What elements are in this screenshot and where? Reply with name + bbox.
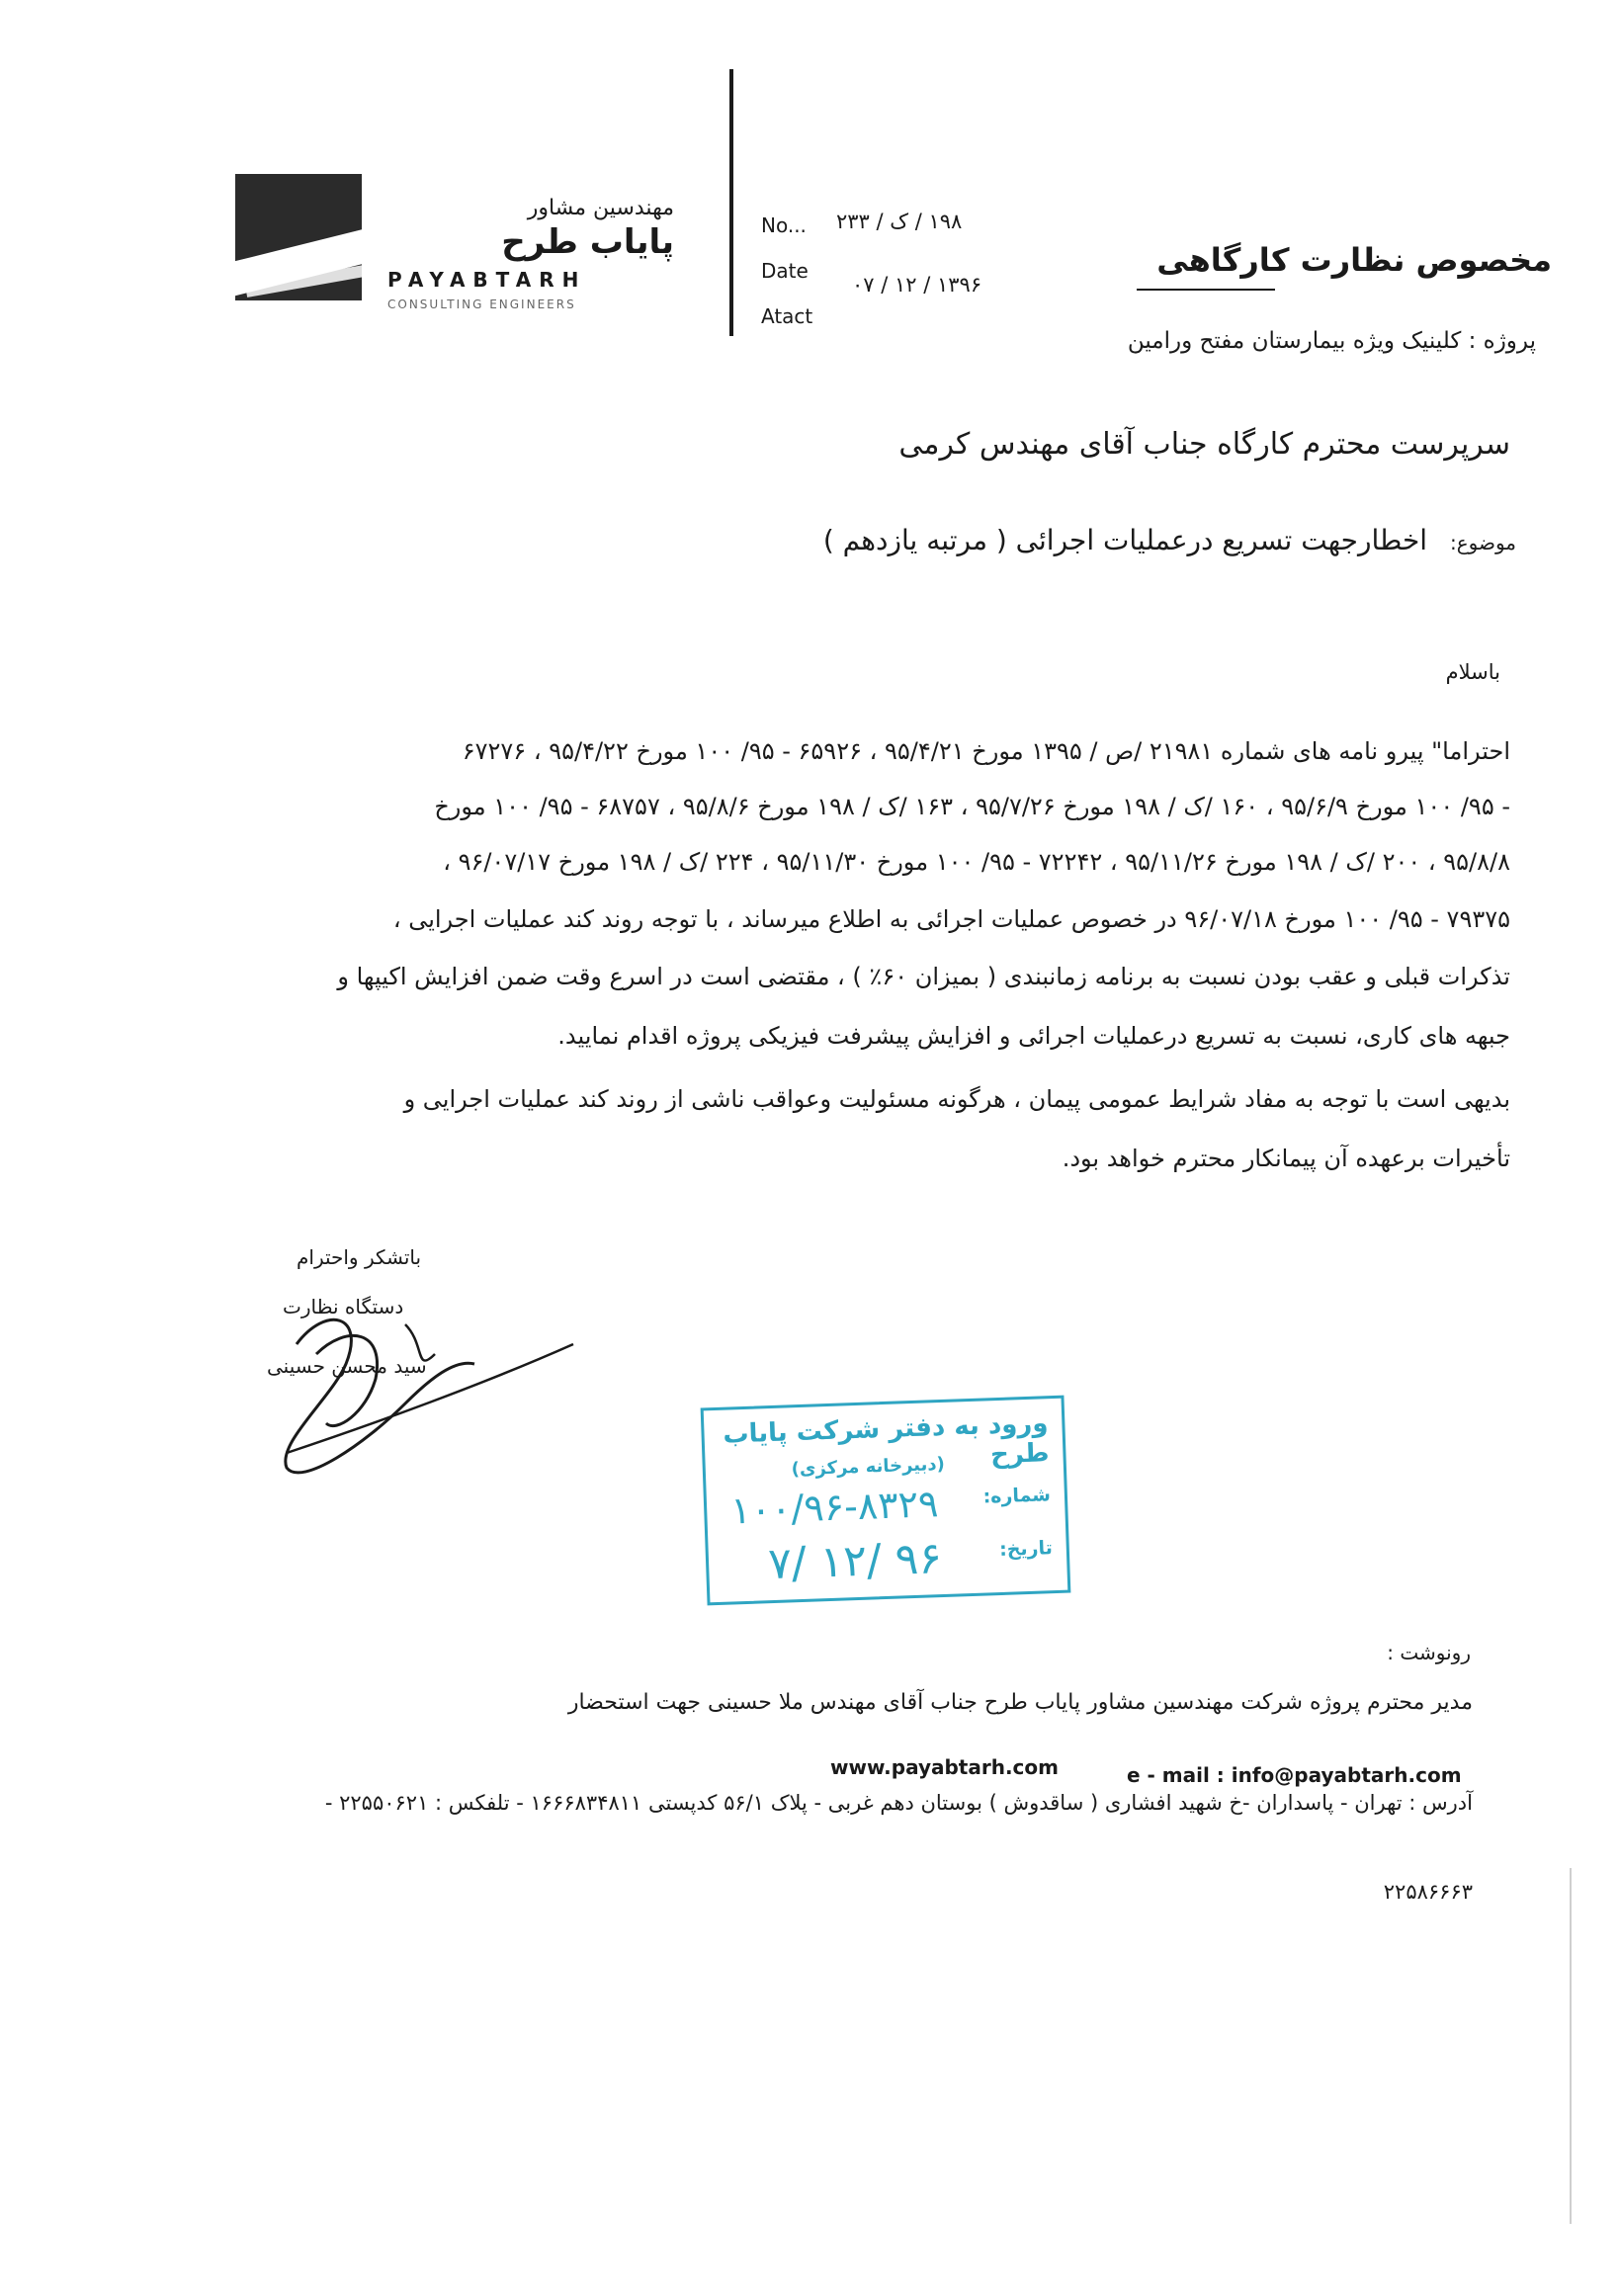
fax-number: ۲۲۵۸۶۶۶۳	[1383, 1880, 1473, 1904]
signer-name: سید محسن حسینی	[267, 1354, 427, 1378]
supervision-office: دستگاه نظارت	[283, 1295, 404, 1318]
stamp-number-label: شماره:	[982, 1484, 1052, 1508]
heading-underline	[1137, 289, 1275, 291]
company-name-fa: پایاب طرح	[501, 222, 674, 262]
letterhead-text	[387, 196, 684, 311]
stamp-date-label: تاریخ:	[998, 1537, 1054, 1562]
stamp-date-value: ۹۶ /۱۲ /۷	[767, 1533, 943, 1590]
receipt-stamp	[701, 1396, 1071, 1606]
subject-label: موضوع:	[1449, 531, 1516, 554]
closing-phrase: باتشکر واحترام	[297, 1245, 422, 1269]
body-line: بدیهی است با توجه به مفاد شرایط عمومی پیمان ، هرگونه مسئولیت وعواقب ناشی از روند کند عملیات اجرایی و	[403, 1085, 1510, 1113]
postal-address: آدرس : تهران - پاسداران -خ شهید افشاری ( ساقدوش ) بوستان دهم غربی - پلاک ۵۶/۱ کدپستی ۱۶۶۶۸۳۴۸۱۱ - تلفکس : ۲۲۵۵۰۶۲۱ -	[324, 1791, 1473, 1815]
body-line: ۷۹۳۷۵ - ۹۵/ ۱۰۰ مورخ ۹۶/۰۷/۱۸ در خصوص عملیات اجرائی به اطلاع میرساند ، با توجه روند کند عملیات اجرایی ،	[392, 905, 1510, 933]
subject-line	[823, 524, 1516, 556]
letter-number-label: No...	[761, 213, 807, 237]
letter-date-value: ۱۳۹۶ / ۱۲ / ۰۷	[852, 273, 982, 297]
email-address[interactable]: e - mail : info@payabtarh.com	[1127, 1763, 1462, 1787]
scan-edge-line	[1570, 1868, 1572, 2224]
website-link[interactable]: www.payabtarh.com	[830, 1755, 1059, 1779]
company-name-en: PAYABTARH	[387, 268, 587, 292]
cc-recipient: مدیر محترم پروژه شرکت مهندسین مشاور پایاب طرح جناب آقای مهندس ملا حسینی جهت استحضار	[567, 1690, 1473, 1715]
header-divider	[729, 69, 733, 336]
body-line: احتراما" پیرو نامه های شماره ۲۱۹۸۱ /ص / ۱۳۹۵ مورخ ۹۵/۴/۲۱ ، ۶۵۹۲۶ - ۹۵/ ۱۰۰ مورخ ۹۵/۴/۲۲ ، ۶۷۲۷۶	[462, 737, 1510, 765]
body-line: ۹۵/۸/۸ ، ۲۰۰ /ک / ۱۹۸ مورخ ۹۵/۱۱/۲۶ ، ۷۲۲۴۲ - ۹۵/ ۱۰۰ مورخ ۹۵/۱۱/۳۰ ، ۲۲۴ /ک / ۱۹۸ مورخ ۹۶/۰۷/۱۷ ،	[443, 848, 1510, 876]
body-line: جبهه های کاری، نسبت به تسریع درعملیات اجرائی و افزایش پیشرفت فیزیکی پروژه اقدام نمایید.	[557, 1022, 1510, 1050]
greeting: باسلام	[1445, 660, 1500, 684]
subject-text: اخطارجهت تسریع درعملیات اجرائی ( مرتبه یازدهم )	[822, 524, 1428, 556]
letter-number-value: ۱۹۸ / ک / ۲۳۳	[836, 210, 963, 233]
company-tagline: CONSULTING ENGINEERS	[387, 298, 576, 311]
body-line: تذکرات قبلی و عقب بودن نسبت به برنامه زمانبندی ( بمیزان ۶۰٪ ) ، مقتضی است در اسرع وقت ضمن افزایش اکیپها و	[337, 963, 1510, 990]
letterhead-subtitle: مهندسین مشاور	[527, 196, 674, 220]
attachment-label: Atact	[761, 304, 813, 328]
stamp-title: ورود به دفتر شرکت پایاب طرح	[722, 1408, 1050, 1471]
addressee: سرپرست محترم کارگاه جناب آقای مهندس کرمی	[898, 427, 1510, 462]
body-line: تأخیرات برعهده آن پیمانکار محترم خواهد بود.	[1062, 1145, 1510, 1172]
letter-date-label: Date	[761, 259, 809, 283]
company-logo	[235, 174, 362, 300]
stamp-subtitle: (دبیرخانه مرکزی)	[791, 1453, 946, 1481]
body-line: - ۹۵/ ۱۰۰ مورخ ۹۵/۶/۹ ، ۱۶۰ /ک / ۱۹۸ مورخ ۹۵/۷/۲۶ ، ۱۶۳ /ک / ۱۹۸ مورخ ۹۵/۸/۶ ، ۶۸۷۵۷ - ۹۵/ ۱۰۰ مورخ	[434, 793, 1510, 820]
stamp-number-value: ۱۰۰/۹۶-۸۳۲۹	[729, 1482, 940, 1533]
handwritten-signature	[257, 1285, 583, 1483]
project-name: پروژه : کلینیک ویژه بیمارستان مفتح ورامین	[1127, 328, 1536, 354]
cc-label: رونوشت :	[1387, 1641, 1471, 1664]
document-heading: مخصوص نظارت کارگاهی	[1156, 241, 1552, 279]
